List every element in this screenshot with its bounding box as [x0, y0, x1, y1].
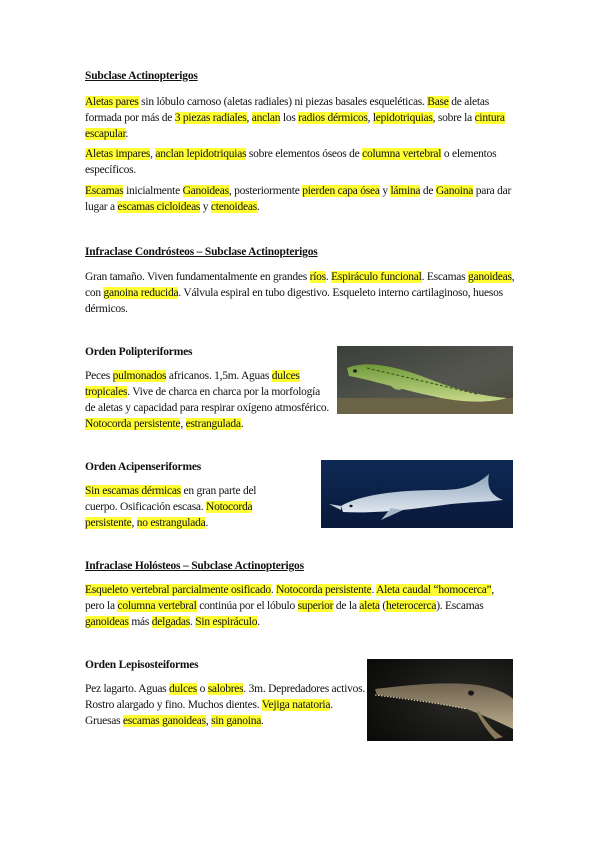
highlighted-text: Escamas [85, 185, 124, 197]
highlighted-text: dulces [169, 683, 197, 695]
text-run: , [367, 112, 373, 124]
highlighted-text: heterocerca [385, 600, 437, 612]
text-run: de aletas formada por más de [85, 96, 489, 124]
text-run: sobre elementos óseos de [246, 148, 363, 160]
highlighted-text: escamas ganoideas [122, 715, 206, 727]
text-run: , posteriormente [228, 185, 303, 197]
text-run: Pez lagarto. Aguas [85, 683, 170, 695]
highlighted-text: ganoina reducida [103, 287, 179, 299]
highlighted-text: salobres [207, 683, 244, 695]
heading-infraclase-holosteos: Infraclase Holósteos – Subclase Actinopterigos [85, 560, 304, 572]
highlighted-text: pierden capa ósea [302, 185, 380, 197]
heading-orden-polipteriformes: Orden Polipteriformes [85, 346, 193, 358]
heading-infraclase-condrosteos: Infraclase Condrósteos – Subclase Actinopterigos [85, 246, 318, 258]
text-run: . Gruesas [85, 699, 333, 727]
paragraph-holosteos [85, 582, 515, 630]
paragraph-acipenseriformes [85, 483, 280, 531]
paragraph-escamas [85, 183, 515, 215]
heading-orden-acipenseriformes: Orden Acipenseriformes [85, 461, 202, 473]
text-run: . Vive de charca en charca por la morfología de aletas y capacidad para respirar oxígeno atmosférico. [85, 386, 329, 414]
text-run: . Válvula espiral en tubo digestivo. Esqueleto interno cartilaginoso, huesos dérmicos. [85, 287, 503, 315]
highlighted-text: anclan [251, 112, 281, 124]
text-run: . [190, 616, 196, 628]
highlighted-text: Sin escamas dérmicas [85, 485, 181, 497]
highlighted-text: aleta [359, 600, 380, 612]
text-run: los [280, 112, 299, 124]
text-run: y [200, 201, 211, 213]
highlighted-text: Aletas pares [85, 96, 139, 108]
text-run: . [371, 584, 377, 596]
gar-fish-image [367, 659, 513, 741]
text-run: , [150, 148, 156, 160]
highlighted-text: Base [427, 96, 449, 108]
text-run: más [128, 616, 152, 628]
text-run: . [261, 715, 264, 727]
highlighted-text: anclan lepidotriquias [155, 148, 247, 160]
text-run: . [257, 616, 260, 628]
paragraph-condrosteos [85, 269, 515, 317]
paragraph-aletas-impares [85, 146, 505, 178]
text-run: , [205, 715, 212, 727]
text-run: sin lóbulo carnoso (aletas radiales) ni piezas basales esqueléticas. [138, 96, 428, 108]
highlighted-text: Esqueleto vertebral parcialmente osificado [85, 584, 271, 596]
text-run: de [420, 185, 436, 197]
highlighted-text: superior [297, 600, 334, 612]
bichir-fish-image [337, 346, 513, 414]
heading-subclase-actinopterigos: Subclase Actinopterigos [85, 70, 198, 82]
text-run: , con [85, 271, 515, 299]
highlighted-text: no estrangulada [136, 517, 206, 529]
highlighted-text: pulmonados [112, 370, 167, 382]
highlighted-text: 3 piezas radiales [174, 112, 247, 124]
highlighted-text: Notocorda persistente [85, 501, 253, 529]
highlighted-text: lámina [390, 185, 421, 197]
paragraph-polipteriformes [85, 368, 330, 432]
text-run: . [125, 128, 129, 140]
text-run: Peces [85, 370, 113, 382]
highlighted-text: Notocorda persistente [276, 584, 372, 596]
text-run: . [270, 584, 277, 596]
highlighted-text: ganoideas [85, 616, 129, 628]
text-run: en gran parte del cuerpo. Osificación escasa. [85, 485, 257, 513]
text-run: . [205, 517, 209, 529]
text-run: de la [333, 600, 360, 612]
highlighted-text: estrangulada [185, 418, 241, 430]
text-run: . [256, 201, 260, 213]
highlighted-text: Vejiga natatoria [261, 699, 331, 711]
text-run: o [196, 683, 208, 695]
highlighted-text: dulces tropicales [85, 370, 300, 398]
text-run: . Escamas [421, 271, 468, 283]
highlighted-text: lepidotriquias [372, 112, 433, 124]
highlighted-text: ganoideas [467, 271, 512, 283]
highlighted-text: Aleta caudal “homocerca” [376, 584, 492, 596]
text-run: continúa por el lóbulo [196, 600, 298, 612]
text-run: . [325, 271, 332, 283]
sturgeon-fish-image [321, 460, 513, 528]
text-run: Gran tamaño. Viven fundamentalmente en grandes [85, 271, 310, 283]
text-run: . 3m. Depredadores activos. Rostro alargado y fino. Muchos dientes. [85, 683, 366, 711]
highlighted-text: Aletas impares [85, 148, 151, 160]
highlighted-text: cintura escapular [85, 112, 505, 140]
highlighted-text: Notocorda persistente [85, 418, 181, 430]
text-run: ). Escamas [436, 600, 484, 612]
text-run: para dar lugar a [85, 185, 512, 213]
text-run: o elementos específicos. [85, 148, 497, 176]
text-run: y [379, 185, 391, 197]
text-run: , pero la [85, 584, 495, 612]
highlighted-text: columna vertebral [117, 600, 197, 612]
highlighted-text: sin ganoina [211, 715, 262, 727]
highlighted-text: radios dérmicos [298, 112, 368, 124]
paragraph-lepisosteiformes [85, 681, 370, 729]
highlighted-text: Sin espiráculo [195, 616, 258, 628]
highlighted-text: Ganoina [435, 185, 474, 197]
highlighted-text: escamas cicloideas [117, 201, 201, 213]
text-run: ( [379, 600, 386, 612]
text-run: , [131, 517, 137, 529]
highlighted-text: columna vertebral [362, 148, 442, 160]
text-run: , [180, 418, 186, 430]
text-run: . [240, 418, 244, 430]
heading-orden-lepisosteiformes: Orden Lepisosteiformes [85, 659, 199, 671]
text-run: , sobre la [432, 112, 475, 124]
highlighted-text: delgadas [151, 616, 190, 628]
text-run: inicialmente [123, 185, 183, 197]
highlighted-text: Espiráculo funcional [331, 271, 422, 283]
highlighted-text: ríos [309, 271, 326, 283]
paragraph-aletas-pares [85, 94, 515, 142]
highlighted-text: ctenoideas [210, 201, 257, 213]
text-run: africanos. 1,5m. Aguas [166, 370, 272, 382]
highlighted-text: Ganoideas [182, 185, 229, 197]
text-run: , [246, 112, 252, 124]
